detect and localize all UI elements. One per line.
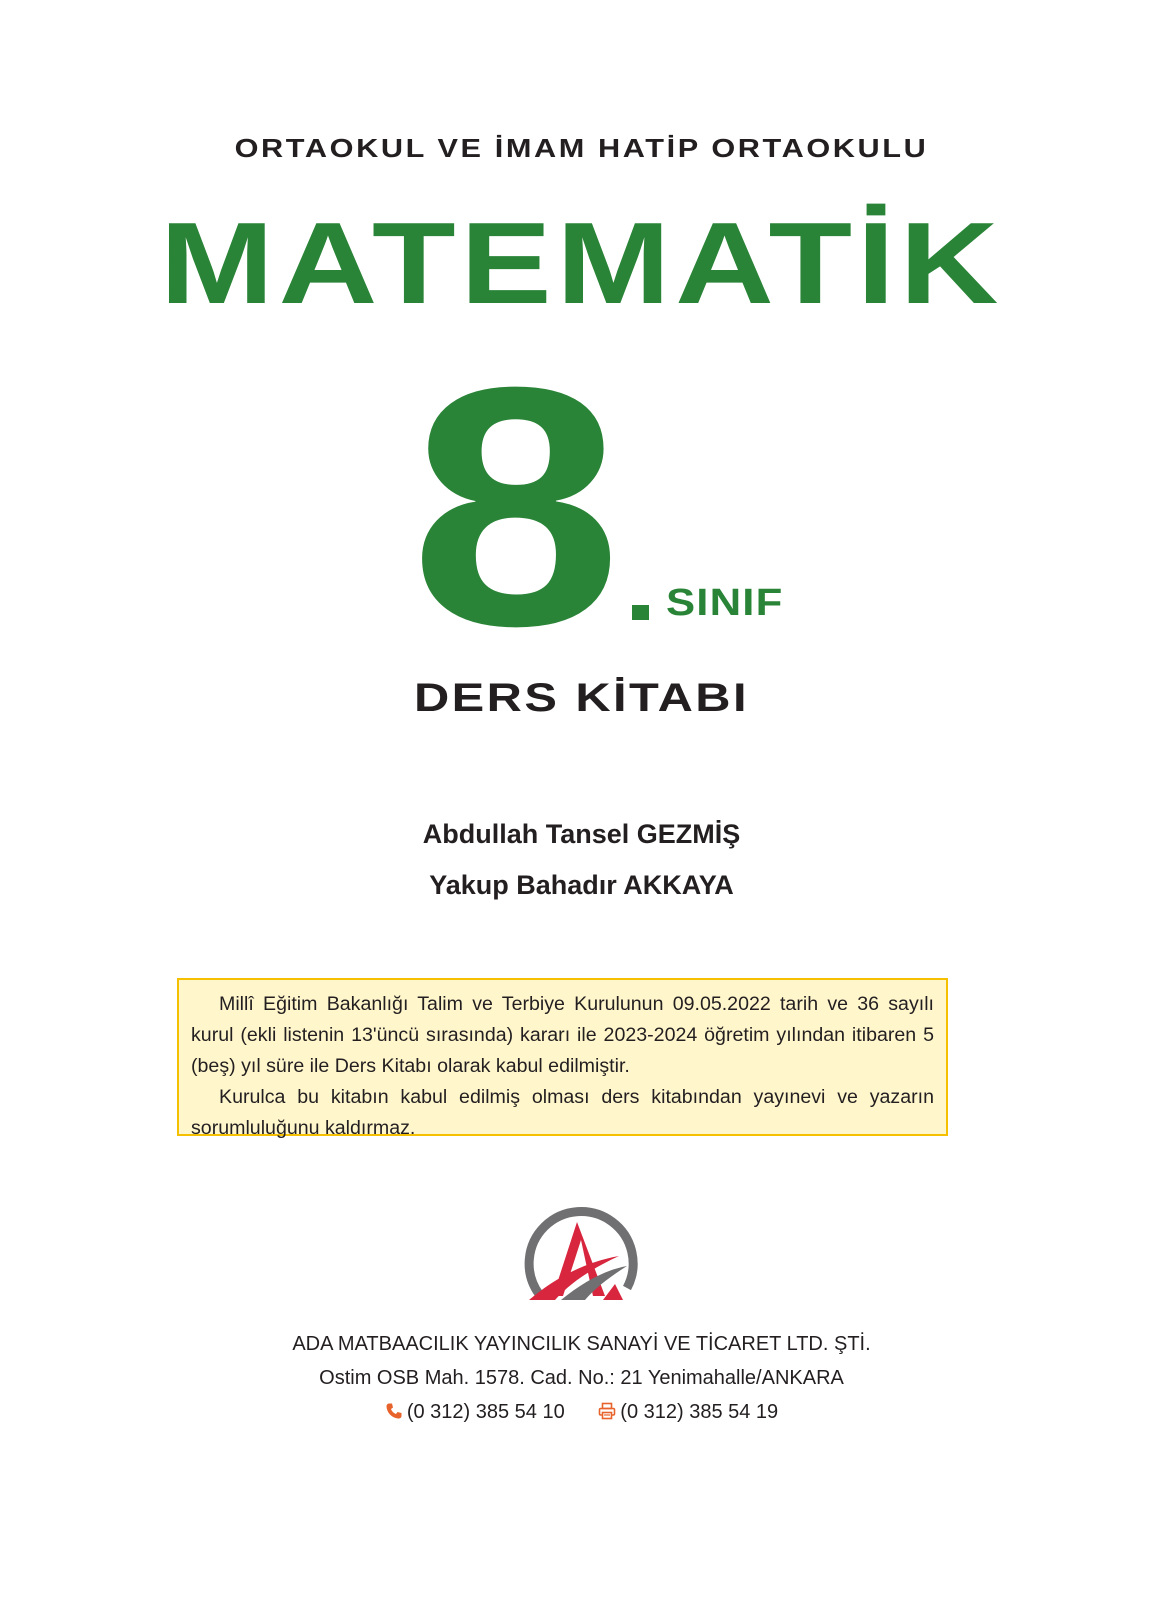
disclaimer-paragraph: Kurulca bu kitabın kabul edilmiş olması ders kitabından yayınevi ve yazarın sorumluluğunu kaldırmaz. [191, 1086, 934, 1139]
school-type-heading: ORTAOKUL VE İMAM HATİP ORTAOKULU [234, 133, 929, 163]
publisher-address: Ostim OSB Mah. 1578. Cad. No.: 21 Yenimahalle/ANKARA [319, 1367, 844, 1389]
fax-contact [598, 1401, 778, 1424]
author-name: Yakup Bahadır AKKAYA [429, 870, 734, 900]
author-name: Abdullah Tansel GEZMİŞ [422, 819, 741, 849]
book-type: DERS KİTABI [413, 676, 750, 720]
approval-notice-box [177, 978, 948, 1139]
publisher-contact [0, 1401, 1163, 1424]
phone-icon [385, 1402, 403, 1420]
phone-number: (0 312) 385 54 10 [406, 1401, 565, 1424]
grade-suffix: SINIF [666, 582, 784, 624]
ada-publisher-logo-icon [515, 1196, 647, 1308]
phone-contact [385, 1401, 565, 1424]
approval-paragraph: Millî Eğitim Bakanlığı Talim ve Terbiye Kurulunun 09.05.2022 tarih ve 36 sayılı kurul (ekli listenin 13'üncü sırasında) kararı ile 2023-2024 öğretim yılından itibaren 5 (beş) yıl süre ile Ders Kitabı olarak kabul edilmiştir. [191, 993, 934, 1077]
publisher-name: ADA MATBAACILIK YAYINCILIK SANAYİ VE TİCARET LTD. ŞTİ. [292, 1333, 871, 1355]
fax-number: (0 312) 385 54 19 [620, 1401, 779, 1424]
grade-number: 8 [410, 317, 622, 697]
subject-title: MATEMATİK [159, 198, 1004, 328]
grade-dot [632, 605, 649, 620]
printer-icon [598, 1402, 616, 1420]
